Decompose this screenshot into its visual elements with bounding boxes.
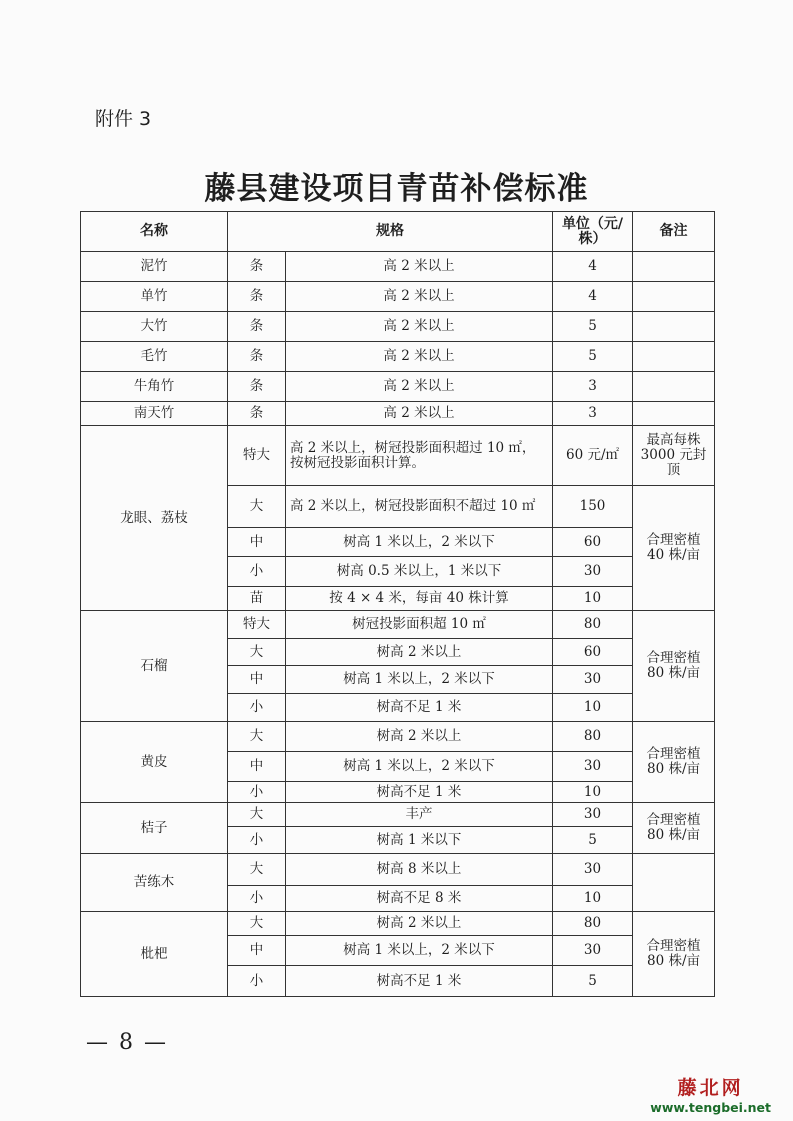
grade-cell: 苗 — [228, 587, 286, 611]
spec-cell: 高 2 米以上 — [286, 402, 553, 426]
price-cell: 150 — [553, 486, 633, 528]
remark-cell — [633, 252, 715, 282]
grade-cell: 大 — [228, 854, 286, 886]
spec-cell: 树高 1 米以下 — [286, 827, 553, 854]
spec-cell: 高 2 米以上 — [286, 312, 553, 342]
spec-cell: 树高 1 米以上，2 米以下 — [286, 666, 553, 694]
spec-cell: 高 2 米以上 — [286, 342, 553, 372]
grade-cell: 大 — [228, 639, 286, 666]
page-title: 藤县建设项目青苗补偿标准 — [204, 171, 589, 207]
grade-cell: 小 — [228, 782, 286, 803]
plant-name: 枇杷 — [81, 912, 228, 997]
spec-cell: 树高 1 米以上，2 米以下 — [286, 936, 553, 966]
grade-cell: 特大 — [228, 426, 286, 486]
attachment-label: 附件 3 — [95, 108, 152, 130]
price-cell: 5 — [553, 827, 633, 854]
remark-cell: 最高每株 3000 元封顶 — [633, 426, 715, 486]
remark-cell: 合理密植 80 株/亩 — [633, 722, 715, 803]
remark-cell — [633, 402, 715, 426]
price-cell: 5 — [553, 966, 633, 997]
watermark-logo: 藤北网 — [677, 1077, 744, 1099]
price-cell: 10 — [553, 886, 633, 912]
grade-cell: 小 — [228, 827, 286, 854]
price-cell: 30 — [553, 854, 633, 886]
grade-cell: 条 — [228, 372, 286, 402]
grade-cell: 小 — [228, 886, 286, 912]
plant-name: 大竹 — [81, 312, 228, 342]
table-row — [81, 722, 715, 752]
watermark-url: www.tengbei.net — [650, 1100, 771, 1115]
spec-cell: 高 2 米以上 — [286, 282, 553, 312]
table-row — [81, 803, 715, 827]
grade-cell: 大 — [228, 722, 286, 752]
grade-cell: 条 — [228, 282, 286, 312]
plant-name: 泥竹 — [81, 252, 228, 282]
table-row — [81, 426, 715, 486]
price-cell: 30 — [553, 666, 633, 694]
spec-cell: 高 2 米以上 — [286, 372, 553, 402]
price-cell: 80 — [553, 912, 633, 936]
spec-cell: 树高 1 米以上，2 米以下 — [286, 752, 553, 782]
spec-cell: 树高 1 米以上，2 米以下 — [286, 528, 553, 557]
plant-name: 苦练木 — [81, 854, 228, 912]
grade-cell: 条 — [228, 402, 286, 426]
table-row — [81, 252, 715, 282]
table-row — [81, 854, 715, 886]
grade-cell: 大 — [228, 486, 286, 528]
header-remark: 备注 — [633, 212, 715, 252]
price-cell: 30 — [553, 557, 633, 587]
remark-cell: 合理密植 40 株/亩 — [633, 486, 715, 611]
grade-cell: 大 — [228, 803, 286, 827]
price-cell: 80 — [553, 611, 633, 639]
spec-cell: 高 2 米以上 — [286, 252, 553, 282]
spec-cell: 树高 2 米以上 — [286, 722, 553, 752]
price-cell: 60 元/㎡ — [553, 426, 633, 486]
spec-cell: 树高不足 1 米 — [286, 694, 553, 722]
spec-cell: 树高不足 8 米 — [286, 886, 553, 912]
table-row — [81, 402, 715, 426]
watermark — [650, 1073, 771, 1115]
price-cell: 10 — [553, 694, 633, 722]
grade-cell: 小 — [228, 557, 286, 587]
header-unit: 单位（元/株） — [553, 212, 633, 252]
plant-name: 南天竹 — [81, 402, 228, 426]
spec-cell: 树高 2 米以上 — [286, 639, 553, 666]
header-name: 名称 — [81, 212, 228, 252]
grade-cell: 小 — [228, 966, 286, 997]
price-cell: 10 — [553, 782, 633, 803]
remark-cell: 合理密植 80 株/亩 — [633, 912, 715, 997]
spec-cell: 按 4 × 4 米，每亩 40 株计算 — [286, 587, 553, 611]
price-cell: 60 — [553, 639, 633, 666]
remark-cell: 合理密植 80 株/亩 — [633, 611, 715, 722]
header-spec: 规格 — [228, 212, 553, 252]
plant-name: 龙眼、荔枝 — [81, 426, 228, 611]
grade-cell: 中 — [228, 528, 286, 557]
price-cell: 3 — [553, 372, 633, 402]
plant-name: 毛竹 — [81, 342, 228, 372]
price-cell: 30 — [553, 936, 633, 966]
grade-cell: 中 — [228, 752, 286, 782]
table-row — [81, 611, 715, 639]
price-cell: 4 — [553, 282, 633, 312]
remark-cell — [633, 342, 715, 372]
grade-cell: 大 — [228, 912, 286, 936]
price-cell: 4 — [553, 252, 633, 282]
spec-cell: 树高不足 1 米 — [286, 782, 553, 803]
price-cell: 10 — [553, 587, 633, 611]
remark-cell — [633, 372, 715, 402]
page-number: — 8 — — [86, 1030, 168, 1055]
spec-cell: 树高 0.5 米以上，1 米以下 — [286, 557, 553, 587]
remark-cell — [633, 312, 715, 342]
spec-cell: 高 2 米以上，树冠投影面积不超过 10 ㎡ — [286, 486, 553, 528]
remark-cell — [633, 854, 715, 912]
table-row — [81, 282, 715, 312]
plant-name: 石榴 — [81, 611, 228, 722]
header-row — [81, 212, 715, 252]
price-cell: 5 — [553, 312, 633, 342]
price-cell: 30 — [553, 752, 633, 782]
table-row — [81, 372, 715, 402]
grade-cell: 中 — [228, 936, 286, 966]
price-cell: 80 — [553, 722, 633, 752]
plant-name: 黄皮 — [81, 722, 228, 803]
spec-cell: 树高 2 米以上 — [286, 912, 553, 936]
spec-cell: 丰产 — [286, 803, 553, 827]
table-row — [81, 912, 715, 936]
grade-cell: 中 — [228, 666, 286, 694]
grade-cell: 特大 — [228, 611, 286, 639]
table-row — [81, 342, 715, 372]
remark-cell — [633, 282, 715, 312]
spec-cell: 树冠投影面积超 10 ㎡ — [286, 611, 553, 639]
compensation-table — [80, 211, 715, 997]
grade-cell: 条 — [228, 312, 286, 342]
spec-cell: 树高不足 1 米 — [286, 966, 553, 997]
price-cell: 60 — [553, 528, 633, 557]
spec-cell: 高 2 米以上，树冠投影面积超过 10 ㎡，按树冠投影面积计算。 — [286, 426, 553, 486]
price-cell: 5 — [553, 342, 633, 372]
plant-name: 单竹 — [81, 282, 228, 312]
grade-cell: 小 — [228, 694, 286, 722]
price-cell: 30 — [553, 803, 633, 827]
price-cell: 3 — [553, 402, 633, 426]
plant-name: 桔子 — [81, 803, 228, 854]
remark-cell: 合理密植 80 株/亩 — [633, 803, 715, 854]
grade-cell: 条 — [228, 342, 286, 372]
plant-name: 牛角竹 — [81, 372, 228, 402]
grade-cell: 条 — [228, 252, 286, 282]
table-row — [81, 312, 715, 342]
spec-cell: 树高 8 米以上 — [286, 854, 553, 886]
